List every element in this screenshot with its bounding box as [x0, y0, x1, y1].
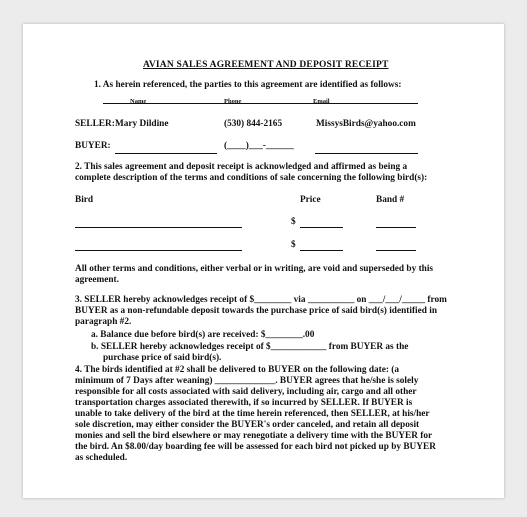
section-4-line: as scheduled.	[75, 453, 128, 463]
bird-field-2[interactable]	[75, 250, 242, 251]
section-2-line-1: 2. This sales agreement and deposit receipt is acknowledged and affirmed as being a	[75, 162, 408, 172]
section-3-line-2: BUYER as a non-refundable deposit towards the purchase price of said bird(s) identified in	[75, 306, 438, 316]
section-1-heading: 1. As herein referenced, the parties to this agreement are identified as follows:	[94, 80, 402, 90]
party-header-line	[103, 103, 418, 104]
section-2-line-2: complete description of the terms and conditions of sale concerning the following bird(s):	[75, 173, 428, 183]
document-title: AVIAN SALES AGREEMENT AND DEPOSIT RECEIPT	[143, 60, 389, 70]
column-bird-label: Bird	[75, 195, 94, 205]
section-4-line: monies and sell the bird elsewhere or may renegotiate a delivery time with the BUYER for	[75, 431, 433, 441]
price-dollar-2: $	[291, 240, 296, 250]
buyer-email-field[interactable]	[315, 153, 418, 154]
buyer-label: BUYER:	[75, 141, 111, 151]
buyer-phone-field[interactable]: (____)___-______	[224, 141, 294, 151]
section-3-line-1: 3. SELLER hereby acknowledges receipt of $________ via __________ on ___/___/_____ from	[75, 295, 447, 305]
section-4-line: 4. The birds identified at #2 shall be delivered to BUYER on the following date: (a	[75, 365, 400, 375]
section-3-item-a: a. Balance due before bird(s) are received: $________.00	[91, 330, 315, 340]
price-field-2[interactable]	[300, 250, 343, 251]
section-4-line: minimum of 7 Days after weaning) _____________. BUYER agrees that he/she is solely	[75, 376, 419, 386]
price-field-1[interactable]	[300, 227, 343, 228]
terms-line-2: agreement.	[75, 275, 119, 285]
seller-name: Mary Dildine	[115, 119, 169, 129]
section-4-line: responsible for all costs associated with said delivery, including air, cargo and all other	[75, 387, 417, 397]
section-4-line: the bird. An $8.00/day boarding fee will be assessed for each bird not picked up by BUYER	[75, 442, 436, 452]
seller-phone: (530) 844-2165	[224, 119, 283, 129]
column-band-label: Band #	[376, 195, 405, 205]
price-dollar-1: $	[291, 217, 296, 227]
section-3-item-b-line-1: b. SELLER hereby acknowledges receipt of $____________ from BUYER as the	[91, 342, 409, 352]
seller-label: SELLER:	[75, 119, 115, 129]
section-3-line-3: paragraph #2.	[75, 317, 132, 327]
column-email-label: Email	[313, 98, 330, 105]
bird-field-1[interactable]	[75, 227, 242, 228]
section-4-line: unable to take delivery of the bird at the time herein referenced, then SELLER, at his/her	[75, 409, 430, 419]
band-field-2[interactable]	[376, 250, 416, 251]
terms-line-1: All other terms and conditions, either verbal or in writing, are void and superseded by this	[75, 264, 434, 274]
section-4-line: transportation charges associated therewith, if so incurred by SELLER. If BUYER is	[75, 398, 413, 408]
buyer-name-field[interactable]	[115, 153, 217, 154]
column-price-label: Price	[300, 195, 321, 205]
column-name-label: Name	[130, 98, 147, 105]
section-4-line: sole discretion, may either consider the BUYER's order canceled, and retain all deposit	[75, 420, 420, 430]
section-3-item-b-line-2: purchase price of said bird(s).	[103, 353, 222, 363]
band-field-1[interactable]	[376, 227, 416, 228]
column-phone-label: Phone	[224, 98, 242, 105]
document-page	[23, 24, 504, 498]
seller-email: MissysBirds@yahoo.com	[316, 119, 416, 129]
